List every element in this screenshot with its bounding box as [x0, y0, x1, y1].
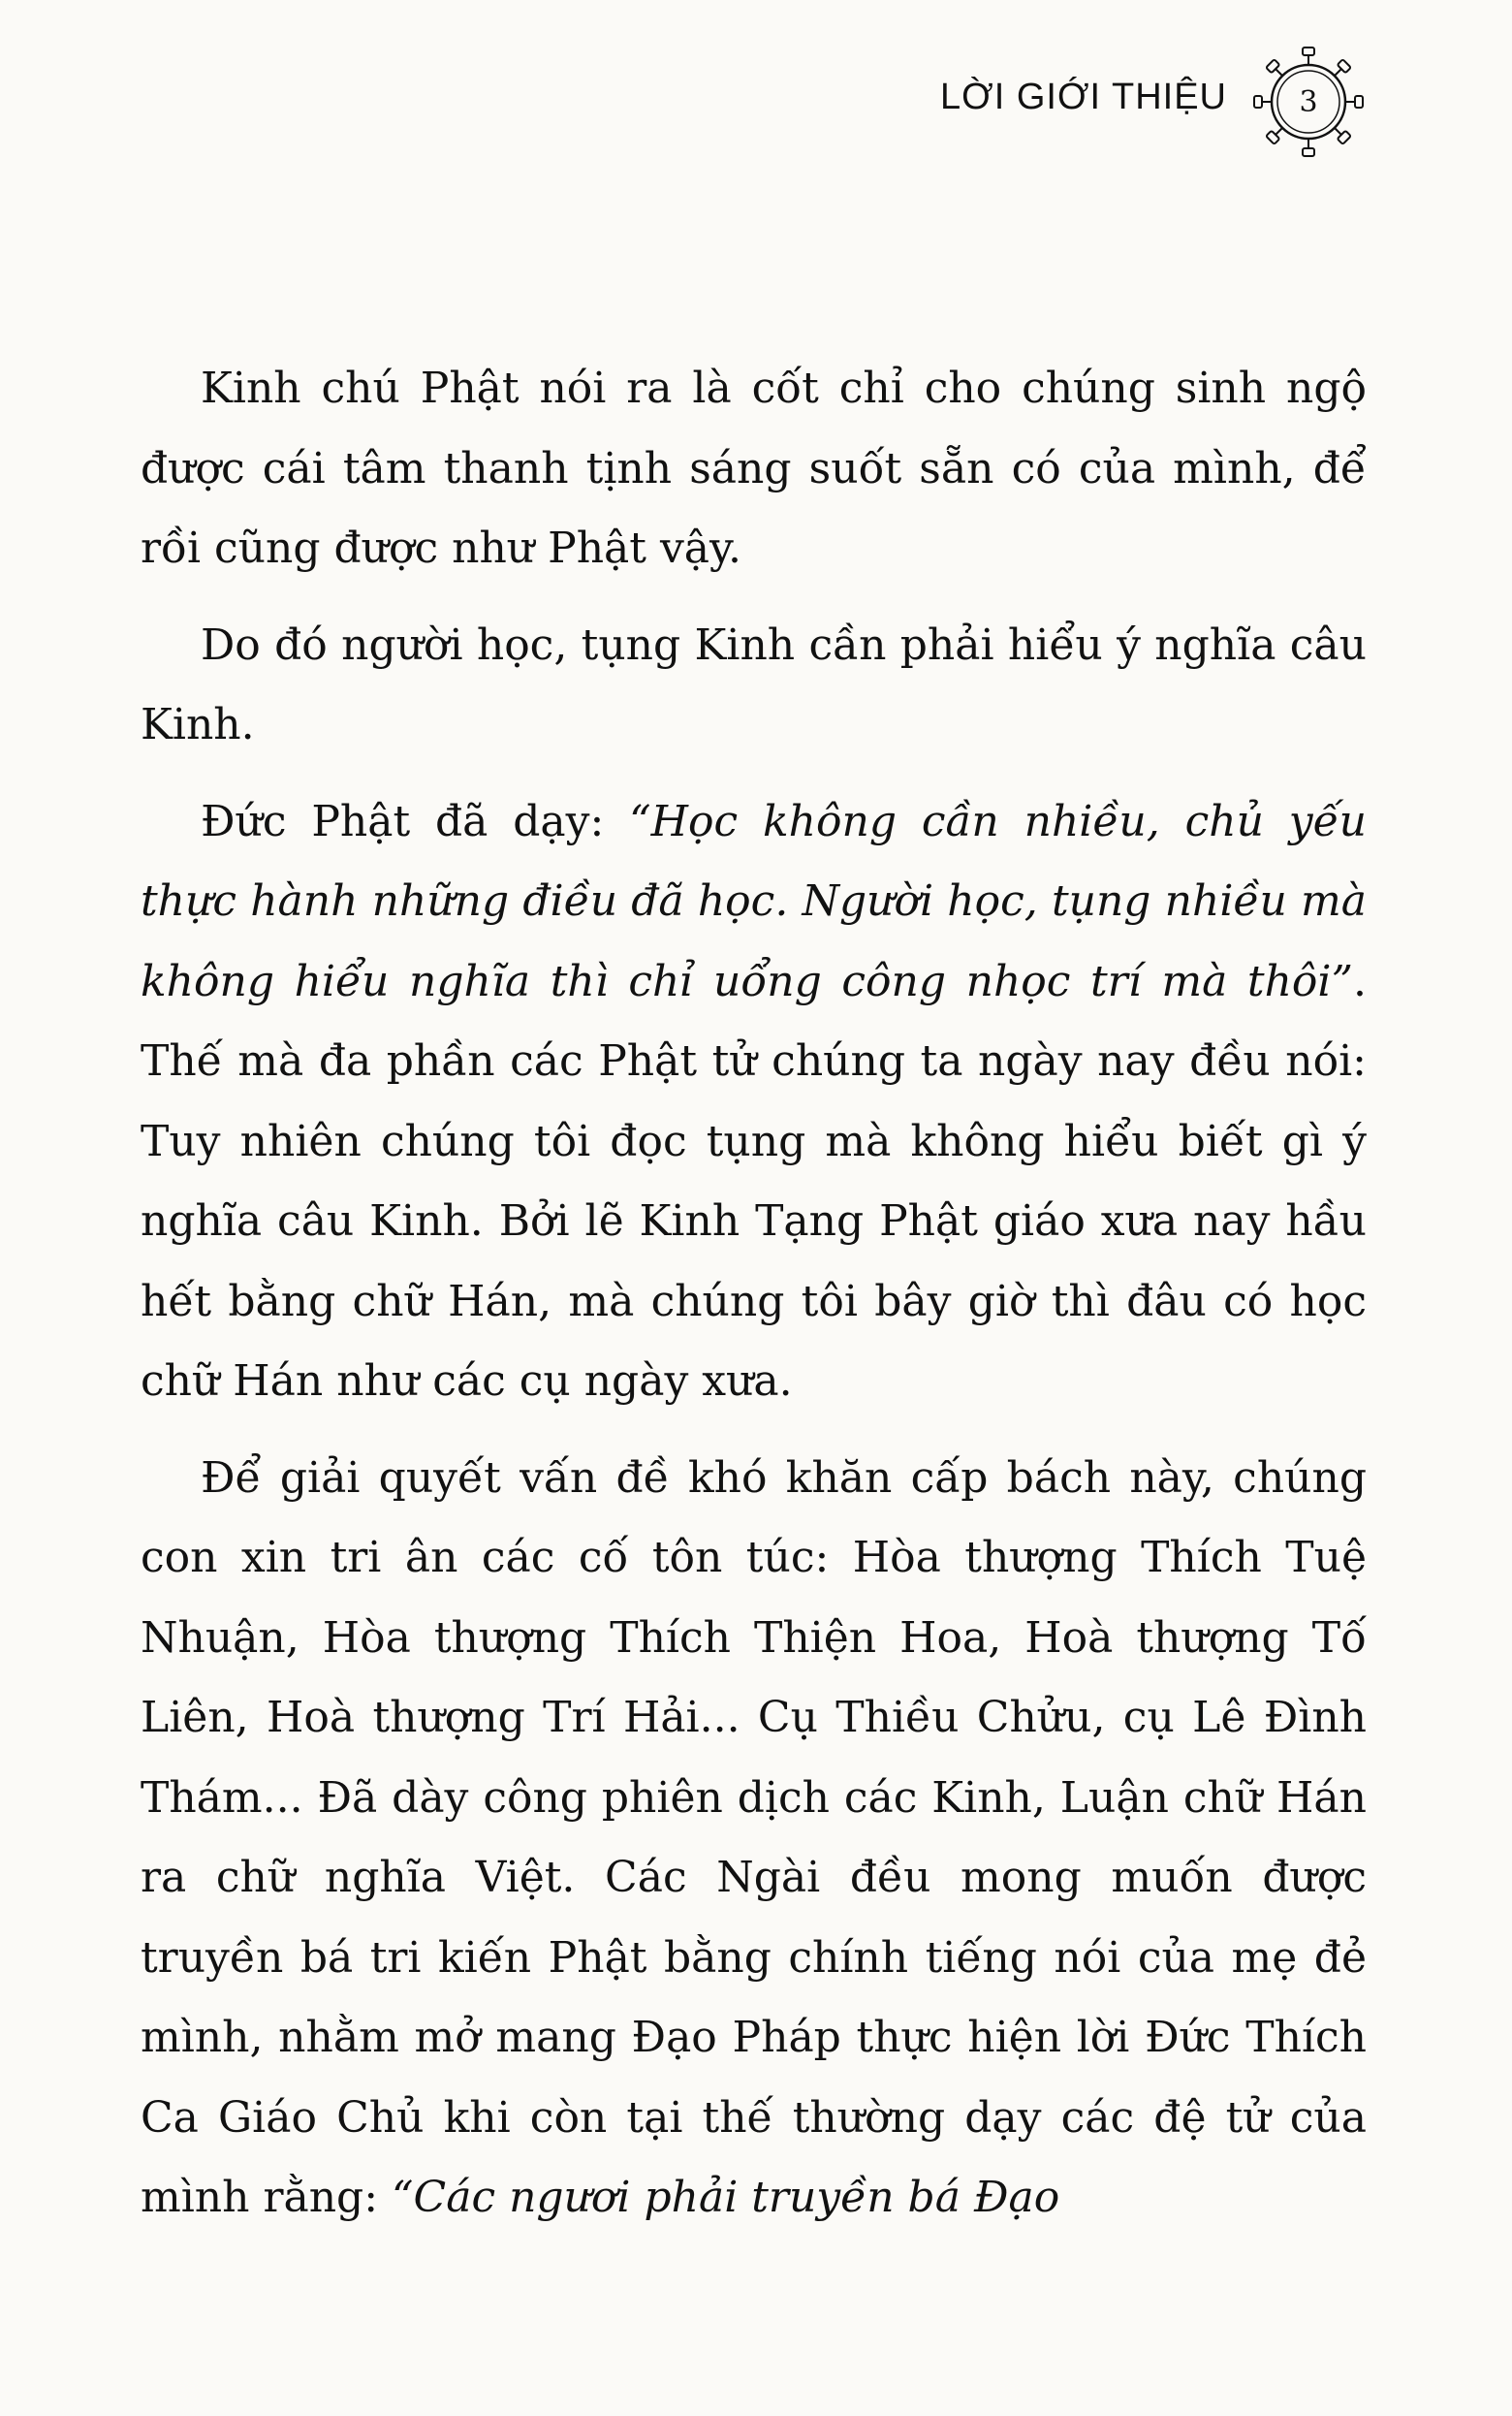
running-head: LỜI GIỚI THIỆU — [940, 76, 1227, 117]
page-number-emblem — [1250, 44, 1367, 160]
paragraph-2: Do đó người học, tụng Kinh cần phải hiểu ý nghĩa câu Kinh. — [141, 620, 1367, 749]
teaching-quote: “Các ngươi phải truyền bá Đạo — [392, 2173, 1060, 2222]
paragraph-4 — [141, 1439, 1367, 2239]
paragraph-4-text: Để giải quyết vấn đề khó khăn cấp bách này, chúng con xin tri ân các cố tôn túc: Hòa thượng Thích Tuệ Nhuận, Hòa thượng Thích Thiện Hoa, Hoà thượng Tố Liên, Hoà thượng Trí Hải... Cụ Thiều Chửu, cụ Lê Đình Thám... Đã dày công phiên dịch các Kinh, Luận chữ Hán ra chữ nghĩa Việt. Các Ngài đều mong muốn được truyền bá tri kiến Phật bằng chính tiếng nói của mẹ đẻ mình, nhằm mở mang Đạo Pháp thực hiện lời Đức Thích Ca Giáo Chủ khi còn tại thế thường dạy các đệ tử của mình rằng: — [141, 1452, 1367, 2222]
buddha-quote: “Học không cần nhiều, chủ yếu thực hành những điều đã học. Người học, tụng nhiều mà không hiểu nghĩa thì chỉ uổng công nhọc trí mà thôi” — [141, 796, 1368, 1006]
page-number: 3 — [1299, 84, 1318, 119]
show-through-text — [141, 204, 1367, 283]
paragraph-1: Kinh chú Phật nói ra là cốt chỉ cho chúng sinh ngộ được cái tâm thanh tịnh sáng suốt sẵn có của mình, để rồi cũng được như Phật vậy. — [141, 364, 1367, 573]
paragraph-3-lead: Đức Phật đã dạy: — [201, 796, 630, 846]
page-header — [940, 39, 1367, 165]
body-text — [141, 349, 1367, 2255]
paragraph-3 — [141, 782, 1367, 1422]
paragraph-3-rest: . Thế mà đa phần các Phật tử chúng ta ngày nay đều nói: Tuy nhiên chúng tôi đọc tụng mà không hiểu biết gì ý nghĩa câu Kinh. Bởi lẽ Kinh Tạng Phật giáo xưa nay hầu hết bằng chữ Hán, mà chúng tôi bây giờ thì đâu có học chữ Hán như các cụ ngày xưa. — [141, 956, 1367, 1406]
